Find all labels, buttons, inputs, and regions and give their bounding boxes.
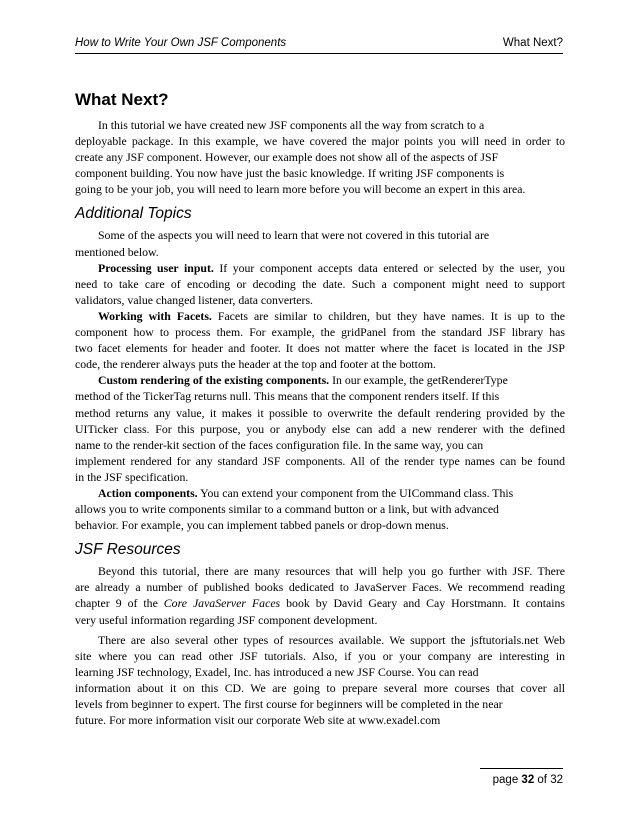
document-title: How to Write Your Own JSF Components <box>75 37 287 49</box>
section-heading-jsf-resources: JSF Resources <box>75 541 181 559</box>
text-line: create any JSF component. However, our example does not show all of the aspects of JSF <box>75 150 499 165</box>
book-title: Core JavaServer Faces <box>163 596 281 611</box>
text-line: validators, value changed listener, data converters. <box>75 292 313 307</box>
page-number: 32 <box>521 774 535 786</box>
text-line: chapter 9 of the Core JavaServer Faces book by David Geary and Cay Horstmann. It contains <box>75 596 565 611</box>
page-content <box>75 90 565 728</box>
text-line: information about it on this CD. We are going to prepare several more courses that cover all <box>75 680 565 695</box>
topic-term: Action components. <box>98 485 198 500</box>
topic-working-with-facets <box>75 308 565 372</box>
text-line: implement rendered for any standard JSF components. All of the render type names can be found <box>75 453 565 468</box>
text-line: mentioned below. <box>75 244 159 259</box>
text-line: Beyond this tutorial, there are many resources that will help you go further with JSF. There <box>98 564 565 579</box>
text-line: behavior. For example, you can implement tabbed panels or drop-down menus. <box>75 518 449 533</box>
topic-term: Working with Facets. <box>98 308 212 323</box>
text-line: very useful information regarding JSF component development. <box>75 612 378 627</box>
text-line: learning JSF technology, Exadel, Inc. has introduced a new JSF Course. You can read <box>75 664 479 679</box>
topic-term: Custom rendering of the existing components. <box>98 373 330 388</box>
text-line: are already a number of published books dedicated to JavaServer Faces. We recommend reading <box>75 580 565 595</box>
text-line: name to the render-kit section of the faces configuration file. In the same way, you can <box>75 437 484 452</box>
text-line: There are also several other types of resources available. We support the jsftutorials.net Web <box>98 632 565 647</box>
page-footer: page 32 of 32 <box>480 768 563 791</box>
text-line: Action components. You can extend your component from the UICommand class. This <box>98 485 514 500</box>
text-line: UITicker class. For this purpose, you or anybody else can add a new renderer with the defined <box>75 421 565 436</box>
page-header <box>75 37 563 54</box>
text-line: allows you to write components similar to a command button or a link, but with advanced <box>75 502 499 517</box>
text-line: Working with Facets. Facets are similar to children, but they have names. It is up to the <box>98 308 565 323</box>
text-line: component building. You now have just the basic knowledge. If writing JSF components is <box>75 166 505 181</box>
topic-processing-user-input <box>75 260 565 308</box>
text-line: levels from beginner to expert. The first course for beginners will be completed in the near <box>75 697 503 711</box>
topic-term: Processing user input. <box>98 260 214 275</box>
resources-paragraph-1 <box>75 563 565 627</box>
text-line: site where you can read other JSF tutorials. Also, if you or your company are interesting in <box>75 648 565 663</box>
text-line: deployable package. In this example, we have covered the major points you will need in order to <box>75 134 565 149</box>
resources-paragraph-2 <box>75 632 565 729</box>
intro-paragraph <box>75 117 565 197</box>
page-total: 32 <box>550 774 563 786</box>
text-line: Processing user input. If your component accepts data entered or selected by the user, you <box>98 260 565 275</box>
topic-action-components <box>75 485 565 533</box>
text-line: two facet elements for header and footer. It does not matter where the facet is located in the JSP <box>75 341 565 356</box>
section-title: What Next? <box>502 37 563 49</box>
text-line: Some of the aspects you will need to learn that were not covered in this tutorial are <box>98 228 490 243</box>
text-line: In this tutorial we have created new JSF components all the way from scratch to a <box>98 118 485 132</box>
text-line: method returns any value, it makes it possible to overwrite the default rendering provided by the <box>75 405 565 420</box>
page-heading: What Next? <box>75 90 169 109</box>
text-line: method of the TickerTag returns null. This means that the component renders itself. If this <box>75 389 500 404</box>
section-heading-additional-topics: Additional Topics <box>75 205 192 223</box>
text-line: need to take care of encoding or decoding the date. Such a component might need to support <box>75 276 565 291</box>
text-line: going to be your job, you will need to learn more before you will become an expert in this area. <box>75 182 526 197</box>
text-line: in the JSF specification. <box>75 469 189 484</box>
text-line: code, the renderer always puts the header at the top and footer at the bottom. <box>75 357 436 372</box>
topic-custom-rendering <box>75 372 565 485</box>
additional-intro-paragraph <box>75 227 565 259</box>
text-line: component how to process them. For example, the gridPanel from the standard JSF library has <box>75 325 565 340</box>
text-line: future. For more information visit our corporate Web site at www.exadel.com <box>75 713 441 728</box>
text-line: Custom rendering of the existing components. In our example, the getRendererType <box>98 373 508 388</box>
